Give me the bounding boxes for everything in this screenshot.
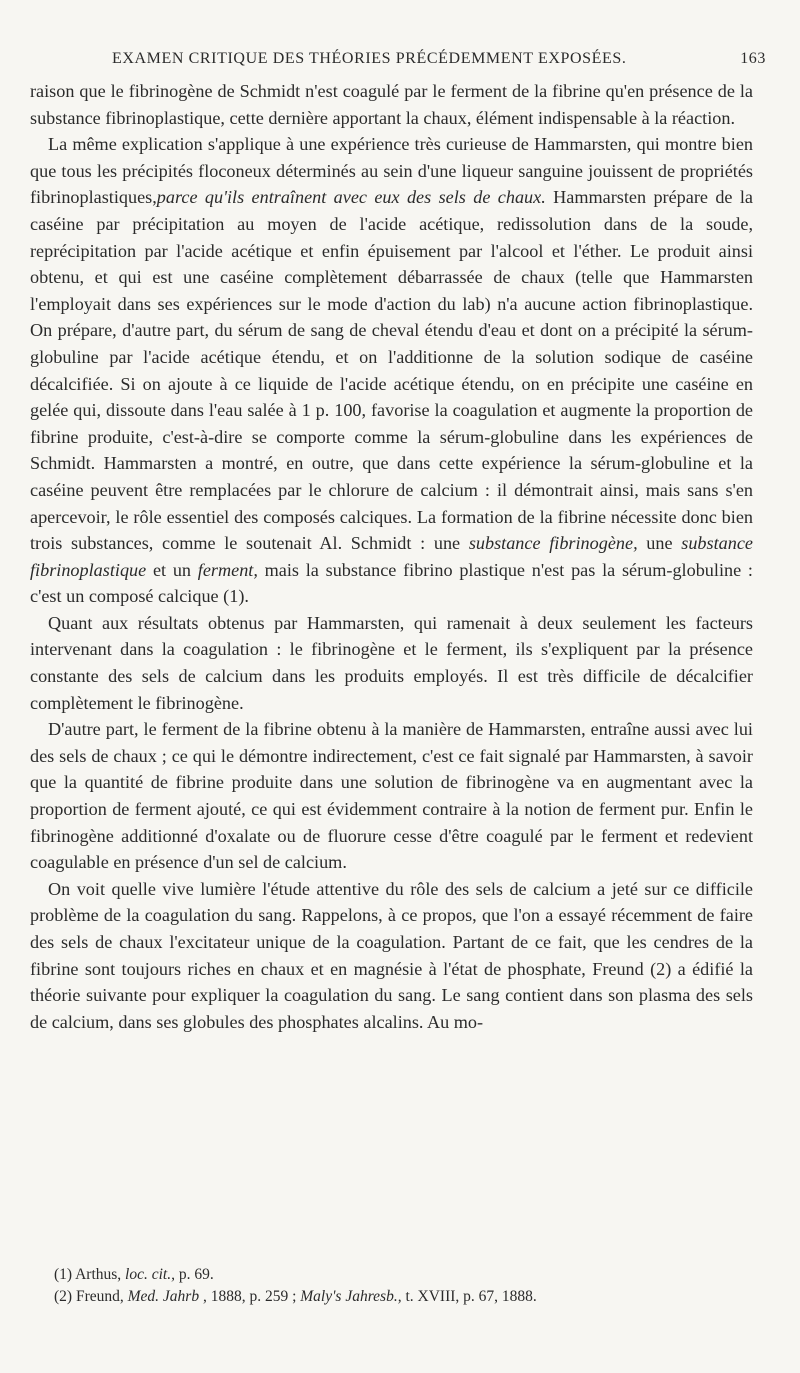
italic-run: parce qu'ils entraînent avec eux des sels de chaux. bbox=[156, 187, 546, 208]
text-run: p. 69. bbox=[174, 1266, 214, 1283]
paragraph bbox=[30, 131, 753, 610]
text-run: Hammarsten prépare de la caséine par précipitation au moyen de l'acide acétique, redissolution dans de la soude, reprécipitation par l'acide acétique et enfin épuisement par l'alcool et l'éther. Le produit ainsi obtenu, et qui est une caséine complètement débarrassée de chaux (telle que Hammarsten l'employait dans ses expériences sur le mode d'action du lab) n'a aucune action fibrinoplastique. On prépare, d'autre part, du sérum de sang de cheval étendu d'eau et dont on a précipité la sérum-globuline par l'acide acétique étendu, et on l'additionne de la solution sodique de caséine décalcifiée. Si on ajoute à ce liquide de l'acide acétique étendu, on en précipite une caséine en gelée qui, dissoute dans l'eau salée à 1 p. 100, favorise la coagulation et augmente la proportion de fibrine produite, c'est-à-dire se comporte comme la sérum-globuline dans les expériences de Schmidt. Hammarsten a montré, en outre, que dans cette expérience la sérum-globuline et la caséine peuvent être remplacées par le chlorure de calcium : il démontrait ainsi, mais sans s'en apercevoir, le rôle essentiel des composés calciques. La formation de la fibrine nécessite donc bien trois substances, comme le soutenait Al. Schmidt : une bbox=[30, 187, 753, 554]
body-text bbox=[30, 78, 753, 1035]
italic-run: loc. cit., bbox=[125, 1266, 175, 1283]
page-number: 163 bbox=[740, 50, 766, 67]
text-run: mais la substance fibrino plastique n'est pas la sérum-globuline : c'est un composé calcique (1). bbox=[30, 559, 753, 607]
running-header bbox=[30, 50, 766, 76]
footnote bbox=[54, 1286, 754, 1308]
footnotes bbox=[54, 1264, 754, 1308]
text-run: (2) Freund, bbox=[54, 1288, 128, 1305]
text-run: La même explication s'applique à une expérience très curieuse de Hammarsten, qui montre bien que tous les précipités floconeux déterminés au sein d'une liqueur sanguine jouissent de propriétés fibrinoplastiques, bbox=[30, 134, 753, 208]
text-run: On voit quelle vive lumière l'étude attentive du rôle des sels de calcium a jeté sur ce difficile problème de la coagulation du sang. Rappelons, à ce propos, que l'on a essayé récemment de faire des sels de chaux l'excitateur unique de la coagulation. Partant de ce fait, que les cendres de la fibrine sont toujours riches en chaux et en magnésie à l'état de phosphate, Freund (2) a édifié la théorie suivante pour expliquer la coagulation du sang. Le sang contient dans son plasma des sels de calcium, dans ses globules des phosphates alcalins. Au mo- bbox=[30, 878, 753, 1032]
paragraph bbox=[30, 78, 753, 131]
text-run: raison que le fibrinogène de Schmidt n'est coagulé par le ferment de la fibrine qu'en présence de la substance fibrinoplastique, cette dernière apportant la chaux, élément indispensable à la réaction. bbox=[30, 81, 753, 128]
text-run: (1) Arthus, bbox=[54, 1266, 126, 1283]
text-run: D'autre part, le ferment de la fibrine obtenu à la manière de Hammarsten, entraîne aussi avec lui des sels de chaux ; ce qui le démontre indirectement, c'est ce fait signalé par Hammarsten, à savoir que la quantité de fibrine produite dans une solution de fibrinogène va en augmentant avec la proportion de ferment ajouté, ce qui est évidemment contraire à la notion de ferment pur. Enfin le fibrinogène additionné d'oxalate ou de fluorure cesse d'être coagulé par le ferment et redevient coagulable en présence d'un sel de calcium. bbox=[30, 719, 753, 873]
paragraph bbox=[30, 716, 753, 876]
italic-run: ferment, bbox=[197, 559, 258, 580]
paragraph bbox=[30, 610, 753, 716]
italic-run: substance fibrinoplastique bbox=[30, 533, 753, 580]
footnote bbox=[54, 1264, 754, 1286]
italic-run: substance fibrinogène, bbox=[468, 533, 638, 554]
paragraph bbox=[30, 876, 753, 1036]
running-title: EXAMEN CRITIQUE DES THÉORIES PRÉCÉDEMMENT EXPOSÉES. bbox=[112, 50, 627, 67]
text-run: et un bbox=[146, 559, 198, 580]
text-run: t. XVIII, p. 67, 1888. bbox=[401, 1288, 537, 1305]
italic-run: Maly's Jahresb., bbox=[300, 1288, 402, 1305]
text-run: une bbox=[637, 533, 682, 554]
text-run: , 1888, p. 259 ; bbox=[199, 1288, 301, 1305]
italic-run: Med. Jahrb bbox=[127, 1288, 200, 1305]
text-run: Quant aux résultats obtenus par Hammarsten, qui ramenait à deux seulement les facteurs intervenant dans la coagulation : le fibrinogène et le ferment, ils s'expliquent par la présence constante des sels de calcium dans les produits employés. Il est très difficile de décalcifier complètement le fibrinogène. bbox=[30, 612, 753, 713]
